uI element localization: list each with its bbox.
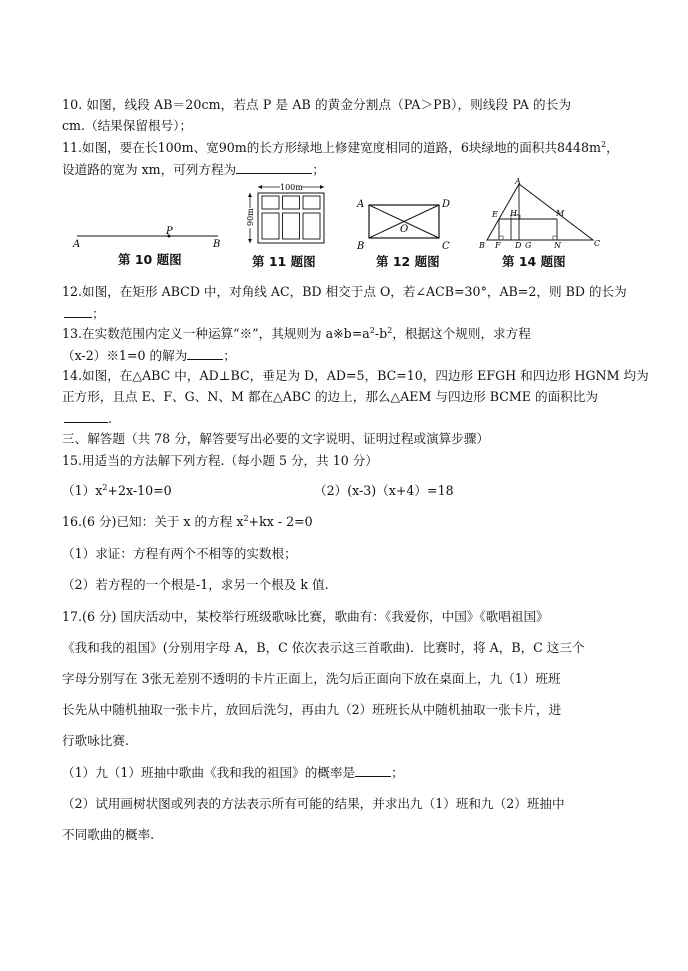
- triangle-abc: [487, 184, 593, 240]
- label-f: F: [495, 241, 501, 250]
- figure-12: [355, 195, 455, 253]
- fig14-caption: 第 14 题图: [502, 254, 566, 269]
- q11-line1-end: ，: [606, 140, 619, 155]
- q13-text-b: -b: [374, 326, 388, 341]
- label-e: E: [492, 210, 498, 219]
- q13-line2-text: （x-2）※1=0 的解为: [62, 348, 188, 363]
- q12-answer-blank[interactable]: [64, 305, 92, 318]
- q14-line3: [62, 410, 112, 427]
- q14-answer-blank[interactable]: [64, 410, 108, 423]
- height-arrow-top: [248, 193, 252, 197]
- field-outline: [258, 193, 324, 243]
- height-label: 90m: [246, 208, 255, 226]
- q17-line3: 字母分别写在 3张无差别不透明的卡片正面上，洗匀后正面向下放在桌面上，九（1）班班: [62, 671, 561, 686]
- q16-part2: （2）若方程的一个根是-1，求另一个根及 k 值.: [62, 577, 329, 592]
- q11-line1-sup: 2: [600, 139, 607, 149]
- q11-line2: [62, 161, 325, 178]
- q14-line1: 14.如图，在△ABC 中，AD⊥BC，垂足为 D，AD=5，BC=10，四边形 EFGH 和四边形 HGNM 均为: [62, 368, 649, 383]
- q17-line5: 行歌咏比赛.: [62, 733, 129, 748]
- label-b: B: [479, 241, 485, 250]
- q11-line1-text: 11.如图，要在长100m、宽90m的长方形绿地上修建宽度相同的道路，6块绿地的面积共8448m: [62, 140, 601, 155]
- q17-part1: [62, 764, 404, 781]
- q14-line2: 正方形，且点 E、F、G、N、M 都在△ABC 的边上，那么△AEM 与四边形 BCME 的面积比为: [62, 389, 598, 404]
- q16-line1-sup: 2: [243, 513, 249, 523]
- q16-line1: [62, 514, 313, 530]
- label-a: A: [515, 178, 521, 186]
- q17-part1-end: ；: [391, 765, 404, 780]
- q12-line1: 12.如图，在矩形 ABCD 中，对角线 AC，BD 相交于点 O，若∠ACB=30°，AB=2，则 BD 的长为: [62, 284, 627, 299]
- q17-part1-text: （1）九（1）班抽中歌曲《我和我的祖国》的概率是: [62, 765, 356, 780]
- label-o: O: [400, 224, 409, 235]
- q13-line2: [62, 347, 236, 364]
- width-arrow-right: [320, 185, 324, 189]
- q11-line2-text: 设道路的宽为 xm，可列方程为: [62, 162, 237, 177]
- width-label: 100m: [280, 183, 303, 192]
- figure-10: [70, 225, 230, 249]
- q17-line1: 17.(6 分) 国庆活动中，某校举行班级歌咏比赛，歌曲有：《我爱你，中国》《歌唱祖国》: [62, 609, 549, 624]
- figure-14: [477, 178, 605, 250]
- q10-line1: 10. 如图，线段 AB＝20cm，若点 P 是 AB 的黄金分割点（PA＞PB），则线段 PA 的长为: [62, 97, 572, 112]
- width-arrow-left: [258, 185, 262, 189]
- q13-line2-end: ；: [223, 348, 236, 363]
- label-h: H: [510, 209, 517, 218]
- q15-part1-a: （1）x: [62, 483, 103, 498]
- q11-line1: [62, 140, 619, 156]
- figure-11: [244, 181, 330, 249]
- section-3-heading: 三、解答题（共 78 分，解答要写出必要的文字说明、证明过程或演算步骤）: [62, 431, 490, 446]
- label-p: P: [166, 226, 173, 237]
- label-a: A: [357, 199, 365, 210]
- q13-line1: [62, 326, 531, 342]
- q10-line2: cm.（结果保留根号）；: [62, 118, 193, 133]
- q14-line3-end: .: [108, 411, 113, 426]
- q12-line2: [62, 305, 105, 322]
- q13-answer-blank[interactable]: [187, 347, 223, 360]
- q17-line2: 《我和我的祖国》(分别用字母 A，B，C 依次表示这三首歌曲)．比赛时，将 A，B，C 这三个: [62, 640, 585, 655]
- q17-part2-line1: （2）试用画树状图或列表的方法表示所有可能的结果，并求出九（1）班和九（2）班抽中: [62, 796, 565, 811]
- q17-answer-blank[interactable]: [355, 764, 391, 777]
- label-m: M: [556, 209, 565, 218]
- fig10-caption: 第 10 题图: [118, 252, 182, 267]
- label-c: C: [442, 241, 450, 252]
- label-g: G: [525, 241, 532, 250]
- fig12-caption: 第 12 题图: [376, 254, 440, 269]
- q13-sup-2: 2: [387, 325, 393, 335]
- label-b: B: [357, 241, 365, 252]
- q13-sup-1: 2: [369, 325, 375, 335]
- q11-line2-end: ；: [312, 162, 325, 177]
- q15-line1: 15.用适当的方法解下列方程.（每小题 5 分，共 10 分）: [62, 453, 378, 468]
- q17-line4: 长先从中随机抽取一张卡片，放回后洗匀，再由九（2）班班长从中随机抽取一张卡片，进: [62, 702, 562, 717]
- label-b: B: [213, 239, 221, 249]
- label-d: D: [515, 241, 522, 250]
- label-d: D: [442, 199, 451, 210]
- q16-line1-b: +kx - 2=0: [248, 514, 313, 529]
- q13-text-c: ，根据这个规则，求方程: [392, 326, 531, 341]
- q16-part1: （1）求证：方程有两个不相等的实数根；: [62, 546, 297, 561]
- q12-line2-end: ；: [92, 306, 105, 321]
- label-n: N: [554, 241, 561, 250]
- q11-answer-blank[interactable]: [236, 161, 312, 174]
- label-a: A: [73, 239, 81, 249]
- q17-part2-line2: 不同歌曲的概率.: [62, 827, 155, 842]
- q15-part1-sup: 2: [102, 482, 108, 492]
- label-c: C: [594, 239, 601, 248]
- q15-part1-b: +2x-10=0: [107, 483, 172, 498]
- q13-text-a: 13.在实数范围内定义一种运算“※”，其规则为 a※b=a: [62, 326, 370, 341]
- q15-part1: [62, 483, 172, 499]
- fig11-caption: 第 11 题图: [252, 254, 316, 269]
- q16-line1-a: 16.(6 分)已知：关于 x 的方程 x: [62, 514, 244, 529]
- q15-part2: （2）(x-3)（x+4）=18: [314, 483, 454, 498]
- height-arrow-bottom: [248, 239, 252, 243]
